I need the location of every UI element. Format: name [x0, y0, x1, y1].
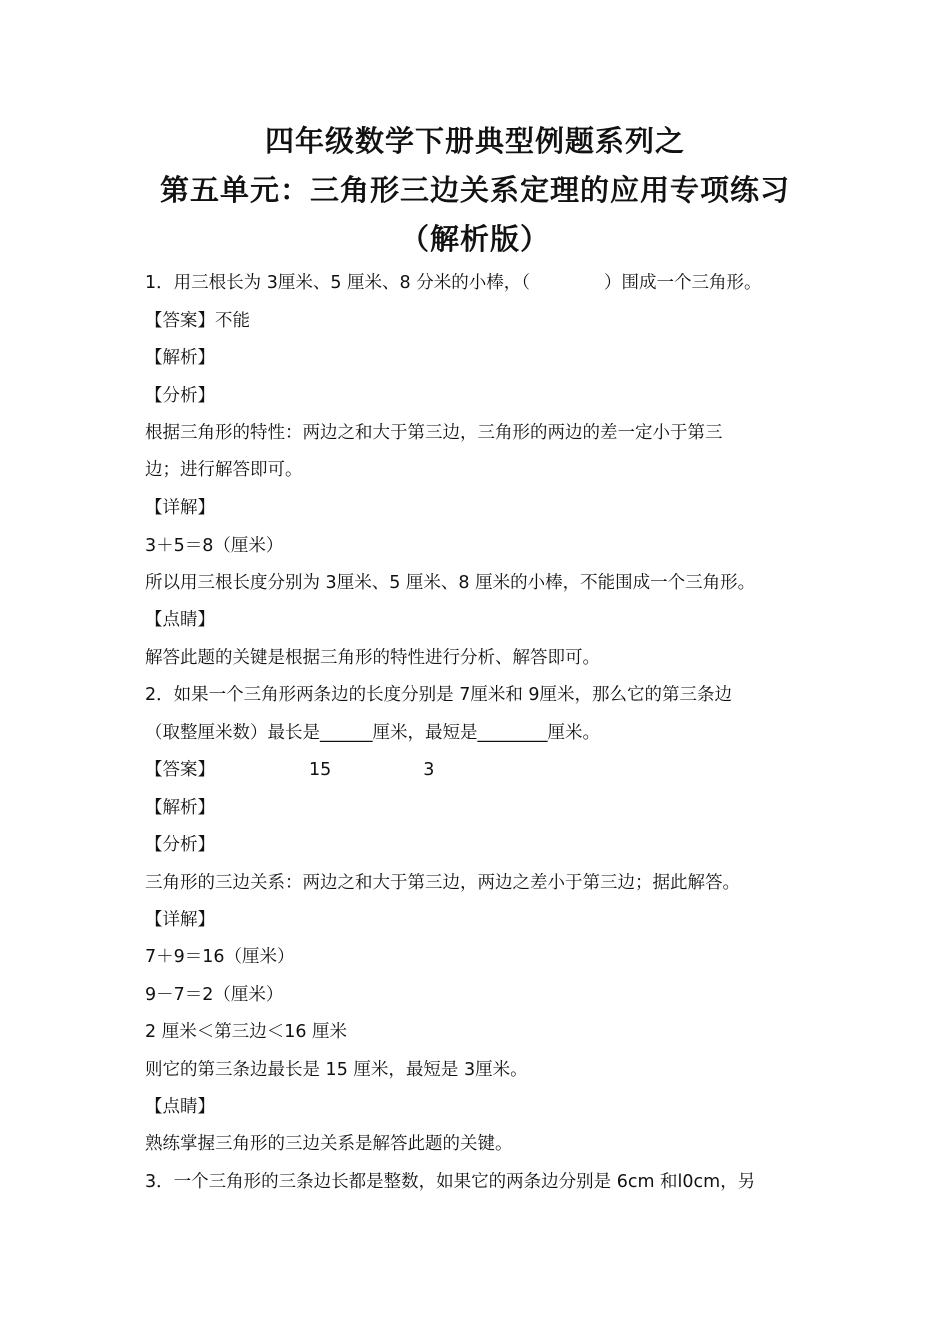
q2-tip-tag: 【点睛】 [145, 1097, 215, 1117]
title-line-1: 四年级数学下册典型例题系列之 [264, 124, 685, 158]
q2-question-line-2: （取整厘米数）最长是______厘米，最短是________厘米。 [145, 723, 600, 743]
q1-question-part-a: 1．用三根长为 3厘米、5 厘米、8 分米的小棒，（ [145, 273, 530, 293]
q1-answer: 【答案】不能 [145, 311, 250, 331]
q1-tip-tag: 【点睛】 [145, 610, 215, 630]
q2-detail-line-2: 9－7＝2（厘米） [145, 985, 284, 1005]
q2-question-line-1: 2．如果一个三角形两条边的长度分别是 7厘米和 9厘米，那么它的第三条边 [145, 685, 733, 705]
title-line-3: （解析版） [399, 222, 550, 256]
q2-answer-1: 15 [309, 760, 332, 780]
q2-answer [145, 757, 434, 783]
q3-question-line-1: 3．一个三角形的三条边长都是整数，如果它的两条边分别是 6cm 和l0cm，另 [145, 1172, 756, 1192]
q1-tip: 解答此题的关键是根据三角形的特性进行分析、解答即可。 [145, 648, 600, 668]
q1-analysis-tag: 【解析】 [145, 348, 215, 368]
q1-detail-line-1: 3＋5＝8（厘米） [145, 536, 284, 556]
q1-question [145, 270, 761, 296]
q2-detail-line-4: 则它的第三条边最长是 15 厘米，最短是 3厘米。 [145, 1060, 528, 1080]
q2-detail-line-1: 7＋9＝16（厘米） [145, 947, 295, 967]
q1-question-part-b: ）围成一个三角形。 [603, 273, 762, 293]
q2-fenxi: 三角形的三边关系：两边之和大于第三边，两边之差小于第三边；据此解答。 [145, 873, 740, 893]
q2-fenxi-tag: 【分析】 [145, 835, 215, 855]
q1-fenxi-line-1: 根据三角形的特性：两边之和大于第三边，三角形的两边的差一定小于第三 [145, 423, 723, 443]
q2-detail-line-3: 2 厘米＜第三边＜16 厘米 [145, 1022, 348, 1042]
title-line-2: 第五单元：三角形三边关系定理的应用专项练习 [159, 173, 790, 207]
q1-fenxi-line-2: 边；进行解答即可。 [145, 460, 303, 480]
q1-detail-tag: 【详解】 [145, 498, 215, 518]
q2-tip: 熟练掌握三角形的三边关系是解答此题的关键。 [145, 1134, 513, 1154]
q2-answer-tag: 【答案】 [145, 760, 215, 780]
q1-fenxi-tag: 【分析】 [145, 386, 215, 406]
q2-analysis-tag: 【解析】 [145, 798, 215, 818]
q2-detail-tag: 【详解】 [145, 910, 215, 930]
q2-answer-2: 3 [423, 760, 435, 780]
q1-detail-line-2: 所以用三根长度分别为 3厘米、5 厘米、8 厘米的小棒，不能围成一个三角形。 [145, 573, 756, 593]
